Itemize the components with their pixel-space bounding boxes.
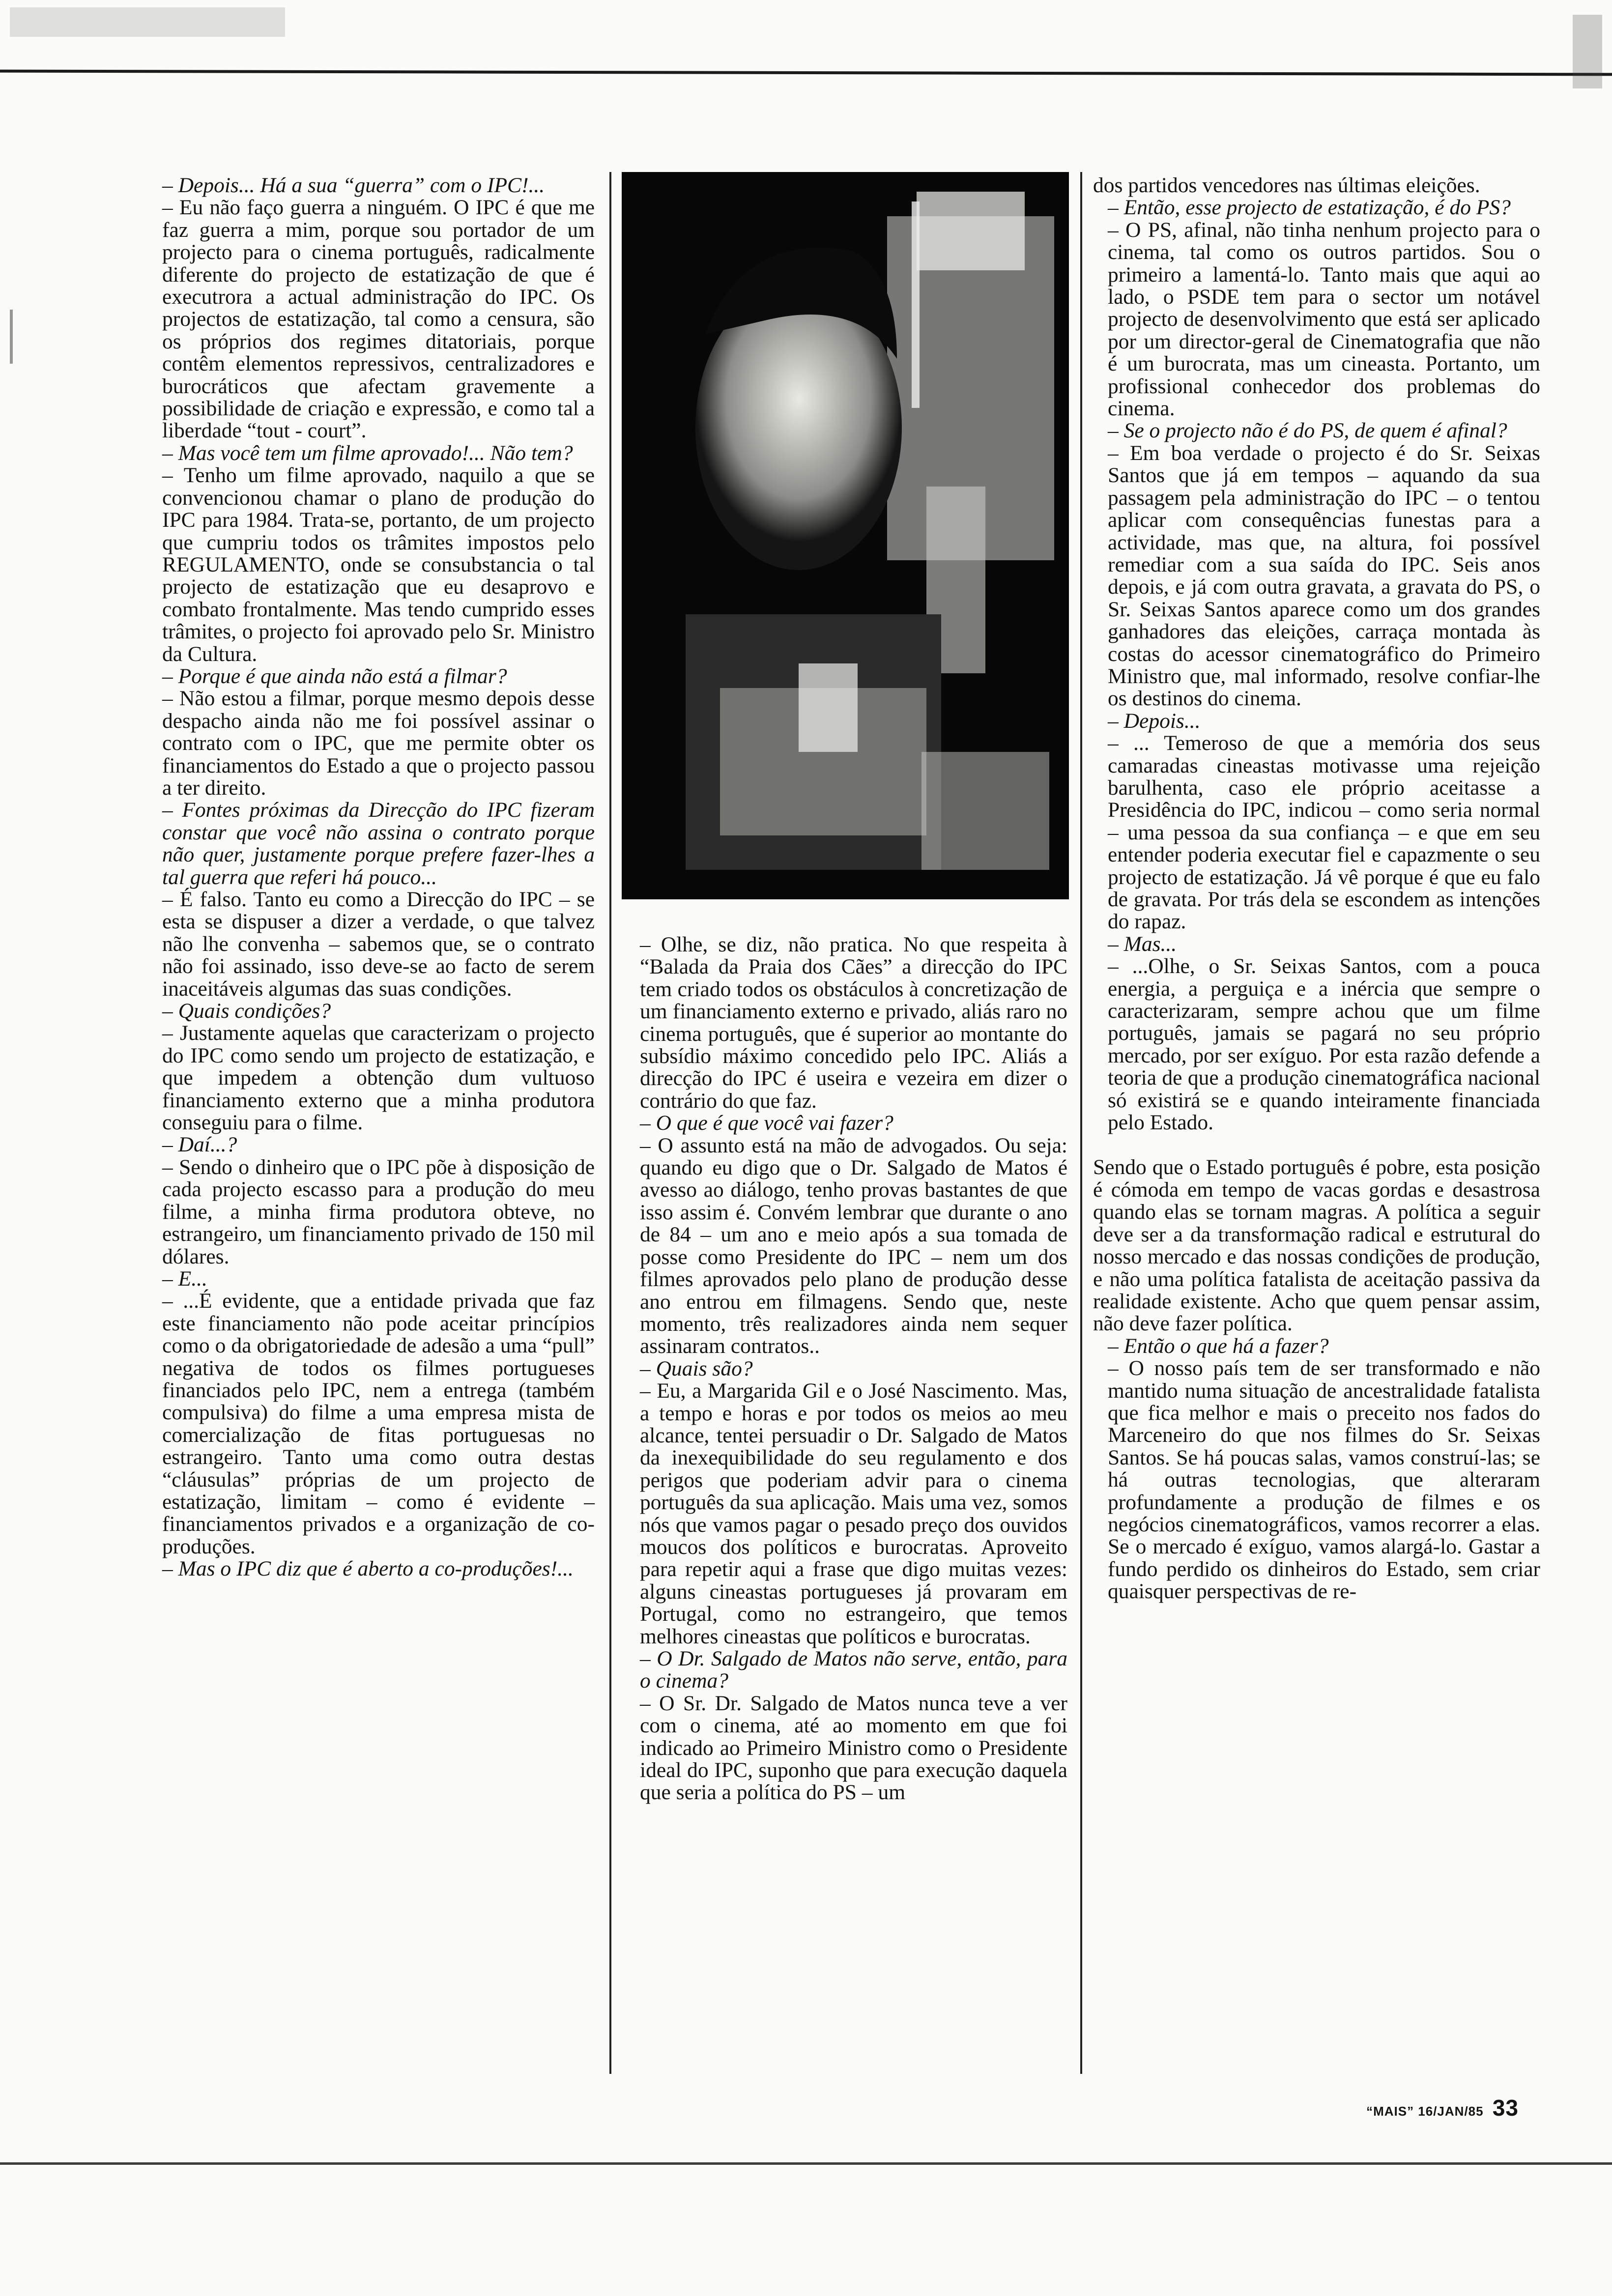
interview-question: – Então, esse projecto de estatização, é do PS? <box>1108 196 1511 220</box>
interview-answer: – Tenho um filme aprovado, naquilo a que se convencionou chamar o plano de produção do IPC para 1984. Trata-se, portanto, de um projecto que cumpriu todos os trâmites impostos pelo REGULAMENTO, onde se consubstancia o tal projecto de estatização que eu desaprovo e combato frontalmente. Mas tendo cumprido esses trâmites, o projecto foi aprovado pelo Sr. Ministro da Cultura. <box>162 463 595 666</box>
interview-answer: – ...Olhe, o Sr. Seixas Santos, com a pouca energia, a perguiça e a inércia que sempre o caracterizaram, sempre achou que um filme português, jamais se pagará no seu próprio mercado, por ser exíguo. Por esta razão defende a teoria de que a produção cinematográfica nacional só existirá se e quando inteiramente financiada pelo Estado. <box>1108 954 1540 1135</box>
interview-answer: – Olhe, se diz, não pratica. No que respeita à “Balada da Praia dos Cães” a direcção do IPC tem criado todos os obstáculos à concretização de um financiamento externo e privado, aliás raro no cinema português, que é superior ao montante do subsídio máximo concedido pelo IPC. Aliás a direcção do IPC é useira e vezeira em dizer o contrário do que faz. <box>640 933 1067 1113</box>
interview-answer: – Eu não faço guerra a ninguém. O IPC é que me faz guerra a mim, porque sou portador de um projecto para o cinema português, radicalmente diferente do projecto de estatização de que é executrora a actual administração do IPC. Os projectos de estatização, tal como a censura, são os próprios dos regimes ditatoriais, porque contêm elementos repressivos, centralizadores e burocráticos que afectam gravemente a possibilidade de criação e expressão, e como tal a liberdade “tout - court”. <box>162 196 595 443</box>
interview-question: – Quais condições? <box>162 999 331 1023</box>
interview-question: – Depois... <box>1108 709 1201 733</box>
interview-question: – Mas você tem um filme aprovado!... Não tem? <box>162 441 573 465</box>
interview-question: – Daí...? <box>162 1133 237 1157</box>
interview-answer: – É falso. Tanto eu como a Direcção do IPC – se esta se dispuser a dizer a verdade, o que talvez não lhe convenha – sabemos que, se o contrato não foi assinado, isso deve-se ao facto de serem inaceitáveis algumas das suas condições. <box>162 888 595 1001</box>
interview-question: – E... <box>162 1266 207 1291</box>
interview-question: – Então o que há a fazer? <box>1108 1334 1329 1358</box>
interview-answer: – O nosso país tem de ser transformado e não mantido numa situação de ancestralidade fatalista que fica melhor e mais o preceito nos fados do Marceneiro do que nos filmes do Sr. Seixas Santos. Se há poucas salas, vamos construí-las; se há outras tecnologias, que alteraram profundamente a produção de filmes e os negócios cinematográficos, vamos recorrer a elas. Se o mercado é exíguo, vamos alargá-lo. Gastar a fundo perdido os dinheiros do Estado, sem criar quaisquer perspectivas de re- <box>1108 1356 1540 1604</box>
interview-answer: – Em boa verdade o projecto é do Sr. Seixas Santos que já em tempos – aquando da sua passagem pela administração do IPC – o tentou aplicar com consequências funestas para a actividade, mas que, na altura, foi possível remediar com a sua saída do IPC. Seis anos depois, e já com outra gravata, a gravata do PS, o Sr. Seixas Santos aparece como um dos grandes ganhadores das eleições, carraça montada às costas do acessor cinematográfico do Primeiro Ministro que, mal informado, resolve confiar-lhe os destinos do cinema. <box>1108 441 1540 711</box>
interview-question: – O que é que você vai fazer? <box>640 1111 893 1135</box>
article-column-3 <box>1093 174 1540 1603</box>
magazine-issue: “MAIS” 16/JAN/85 <box>1366 2104 1484 2119</box>
scan-noise <box>10 7 285 37</box>
interview-photo <box>622 172 1069 899</box>
margin-mark-left <box>10 310 13 364</box>
interview-answer: – O Sr. Dr. Salgado de Matos nunca teve a ver com o cinema, até ao momento em que foi indicado ao Primeiro Ministro como o Presidente ideal do IPC, suponho que para execução daquela que seria a política do PS – um <box>640 1691 1067 1805</box>
page-footer <box>1366 2095 1519 2121</box>
portrait-photo-icon <box>622 172 1069 899</box>
scan-noise-right <box>1573 15 1602 88</box>
interview-answer: – Não estou a filmar, porque mesmo depois desse despacho ainda não me foi possível assinar o contrato com o IPC, que me permite obter os financiamentos do Estado a que o projecto passou a ter direito. <box>162 687 595 800</box>
interview-answer: – Eu, a Margarida Gil e o José Nascimento. Mas, a tempo e horas e por todos os meios ao meu alcance, tentei persuadir o Dr. Salgado de Matos da inexequibilidade do seu regulamento e dos perigos que poderiam advir para o cinema português da sua aplicação. Mais uma vez, somos nós que vamos pagar o pesado preço dos ouvidos moucos dos políticos e burocratas. Aproveito para repetir aqui a frase que digo muitas vezes: alguns cineastas portugueses já provaram em Portugal, como no estrangeiro, que temos melhores cineastas que políticos e burocratas. <box>640 1379 1067 1648</box>
interview-answer: – ... Temeroso de que a memória dos seus camaradas cineastas motivasse uma rejeição barulhenta, caso ele próprio aceitasse a Presidência do IPC, indicou – como seria normal – uma pessoa da sua confiança – e que em seu entender poderia executar fiel e capazmente o seu projecto de estatização. Já vê porque é que eu falo de gravata. Por trás dela se escondem as intenções do rapaz. <box>1108 731 1540 934</box>
interview-answer: – O PS, afinal, não tinha nenhum projecto para o cinema, tal como os outros partidos. Sou o primeiro a lamentá-lo. Tanto mais que aqui ao lado, o PSDE tem para o sector um notável projecto de desenvolvimento que está ser aplicado por um director-geral de Cinematografia que não é um burocrata, mas um cineasta. Portanto, um profissional conhecedor dos problemas do cinema. <box>1108 218 1540 421</box>
interview-answer: dos partidos vencedores nas últimas eleições. <box>1093 173 1480 197</box>
interview-question: – O Dr. Salgado de Matos não serve, então, para o cinema? <box>640 1647 1067 1693</box>
interview-question: – Mas... <box>1108 932 1177 956</box>
interview-answer: Sendo que o Estado português é pobre, esta posição é cómoda em tempo de vacas gordas e desastrosa quando elas se tornam magras. A política a seguir deve ser a da transformação radical e estrutural do nosso mercado e das nossas condições de produção, e não uma política fatalista de aceitação passiva da realidade existente. Acho que quem pensar assim, não deve fazer política. <box>1093 1155 1540 1336</box>
top-rule <box>0 70 1612 76</box>
interview-answer: – Justamente aquelas que caracterizam o projecto do IPC como sendo um projecto de estatização, e que impedem a obtenção dum vultuoso financiamento externo que a minha produtora conseguiu para o filme. <box>162 1021 595 1135</box>
bottom-rule <box>0 2162 1612 2165</box>
interview-answer: – Sendo o dinheiro que o IPC põe à disposição de cada projecto escasso para a produção do meu filme, a minha firma produtora obteve, no estrangeiro, um financiamento privado de 150 mil dólares. <box>162 1155 595 1268</box>
interview-question: – Depois... Há a sua “guerra” com o IPC!... <box>162 173 545 197</box>
interview-answer: – O assunto está na mão de advogados. Ou seja: quando eu digo que o Dr. Salgado de Matos é avesso ao diálogo, tenho provas bastantes de que isso assim é. Convém lembrar que durante o ano de 84 – um ano e meio após a sua tomada de posse como Presidente do IPC – nem um dos filmes aprovados pelo plano de produção desse ano entrou em filmagens. Sendo que, neste momento, três realizadores ainda nem sequer assinaram contratos.. <box>640 1133 1067 1358</box>
interview-question: – Fontes próximas da Direcção do IPC fizeram constar que você não assina o contrato porque não quer, justamente porque prefere fazer-lhes a tal guerra que referi há pouco... <box>162 798 595 889</box>
column-divider-1 <box>609 172 611 2074</box>
interview-question: – Se o projecto não é do PS, de quem é afinal? <box>1108 419 1507 443</box>
interview-question: – Porque é que ainda não está a filmar? <box>162 664 507 688</box>
column-divider-2 <box>1080 172 1082 2074</box>
interview-question: – Quais são? <box>640 1356 753 1380</box>
article-column-1 <box>147 173 595 1581</box>
article-column-2 <box>625 934 1067 1804</box>
page-number: 33 <box>1492 2095 1519 2121</box>
interview-question: – Mas o IPC diz que é aberto a co-produções!... <box>162 1557 574 1581</box>
interview-answer: – ...É evidente, que a entidade privada que faz este financiamento não pode aceitar princípios como o da obrigatoriedade de adesão a uma “pull” negativa de todos os filmes portugueses financiados pelo IPC, nem a entrega (também compulsiva) do filme a uma empresa mista de comercialização de fitas portuguesas no estrangeiro. Tanto uma como outra destas “cláusulas” próprias de um projecto de estatização, limitam – como é evidente – financiamentos privados e a organização de co-produções. <box>162 1289 595 1558</box>
